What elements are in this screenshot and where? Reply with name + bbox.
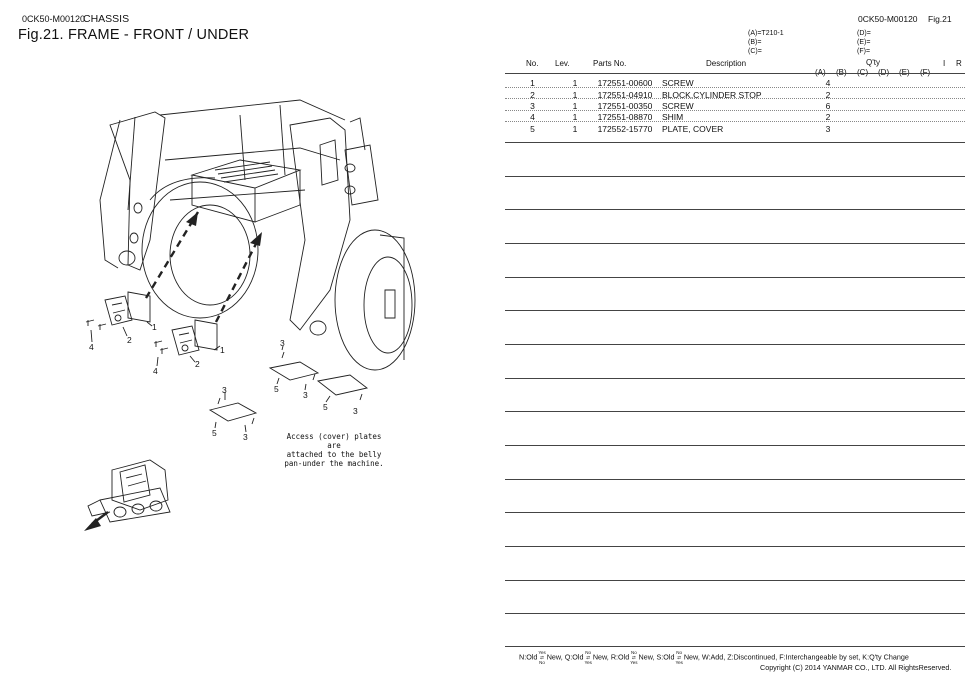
callout-number: 3 [243, 432, 248, 442]
cell-lev: 1 [572, 123, 578, 134]
copyright-notice: Copyright (C) 2014 YANMAR CO., LTD. All RightsReserved. [760, 663, 952, 672]
arrow-icon: ⇄ [540, 655, 544, 660]
legend-arrow-fraction [538, 650, 545, 665]
note-line: attached to the belly [286, 450, 382, 459]
cell-qty-a: 4 [825, 78, 831, 89]
doc-code-left: 0CK50-M00120 [22, 14, 86, 24]
cell-description: SHIM [662, 112, 684, 123]
legend-q-old: Q:Old [564, 652, 584, 662]
arrow-icon: ⇄ [586, 655, 591, 660]
cell-no: 2 [530, 89, 535, 100]
col-header-qty: Q'ty [866, 58, 880, 67]
cell-no: 1 [530, 78, 535, 89]
arrow-icon: ⇄ [677, 655, 682, 660]
col-header-no: No. [526, 59, 539, 68]
cell-lev: 1 [572, 78, 578, 89]
legend-arrow-fraction [630, 650, 637, 665]
variant-code-d: (D)= [857, 30, 871, 37]
callout-number: 2 [127, 335, 132, 345]
legend-r-old: R:Old [610, 652, 630, 662]
callout-number: 5 [323, 402, 328, 412]
callout-number: 4 [89, 342, 94, 352]
legend-yes: Yes [675, 660, 683, 665]
cell-parts-no: 172551-00600 [597, 78, 653, 89]
legend-n-old: N:Old [519, 652, 538, 662]
callout-number: 3 [222, 385, 227, 395]
callout-number: 5 [274, 384, 279, 394]
col-header-lev: Lev. [555, 59, 570, 68]
legend-yes: Yes [584, 660, 592, 665]
cell-parts-no: 172552-15770 [597, 123, 653, 134]
legend-r-new: New, [638, 652, 655, 662]
callout-number: 1 [220, 345, 225, 355]
col-header-r: R [956, 59, 962, 68]
cell-description: SCREW [662, 100, 694, 111]
section-name: CHASSIS [83, 13, 130, 25]
legend-no: No [630, 650, 637, 655]
cell-qty-a: 2 [825, 89, 831, 100]
variant-code-f: (F)= [857, 48, 871, 55]
cell-qty-a: 2 [825, 112, 831, 123]
callout-number: 3 [303, 390, 308, 400]
callout-number: 5 [212, 428, 217, 438]
cell-lev: 1 [572, 112, 578, 123]
legend-rest: W:Add, Z:Discontinued, F:Interchangeable by set, K:Q'ty Change [701, 652, 909, 662]
legend-q-new: New, [592, 652, 609, 662]
callout-number: 2 [195, 359, 200, 369]
variant-code-a: (A)=T210-1 [748, 30, 784, 37]
cell-no: 3 [530, 100, 535, 111]
doc-code-right: 0CK50-M00120 [858, 14, 918, 24]
cell-no: 5 [530, 123, 535, 134]
figure-number: Fig.21 [928, 14, 952, 24]
callout-number: 4 [153, 366, 158, 376]
figure-title: Fig.21. FRAME - FRONT / UNDER [18, 27, 250, 43]
legend-no: No [676, 650, 683, 655]
cell-description: PLATE, COVER [662, 123, 724, 134]
cell-lev: 1 [572, 89, 578, 100]
legend-yes: Yes [538, 650, 546, 655]
variant-code-b: (B)= [748, 39, 762, 46]
cell-description: BLOCK,CYLINDER STOP [662, 89, 762, 100]
arrow-icon: ⇄ [631, 655, 636, 660]
access-plate-note [283, 432, 385, 468]
cell-parts-no: 172551-00350 [597, 100, 653, 111]
legend-s-new: New, [683, 652, 700, 662]
variant-code-c: (C)= [748, 48, 762, 55]
legend-yes: Yes [630, 660, 638, 665]
cell-parts-no: 172551-04910 [597, 89, 653, 100]
callout-number: 3 [280, 338, 285, 348]
col-header-i: I [943, 59, 946, 68]
legend-no: No [539, 660, 545, 665]
cell-lev: 1 [572, 100, 578, 111]
cell-description: SCREW [662, 78, 694, 89]
variant-code-e: (E)= [857, 39, 871, 46]
note-line: pan-under the machine. [284, 459, 384, 468]
callout-number: 1 [152, 322, 157, 332]
legend-s-old: S:Old [656, 652, 675, 662]
cell-qty-a: 3 [825, 123, 831, 134]
legend-no: No [585, 650, 592, 655]
cell-parts-no: 172551-08870 [597, 112, 653, 123]
callout-number: 3 [353, 406, 358, 416]
legend-arrow-fraction [584, 650, 591, 665]
legend-n-new: New, [546, 652, 563, 662]
cell-no: 4 [530, 112, 535, 123]
legend-arrow-fraction [676, 650, 683, 665]
note-line: Access (cover) plates are [286, 432, 382, 450]
col-header-description: Description [706, 59, 747, 68]
cell-qty-a: 6 [825, 100, 831, 111]
col-header-parts-no: Parts No. [593, 59, 627, 68]
